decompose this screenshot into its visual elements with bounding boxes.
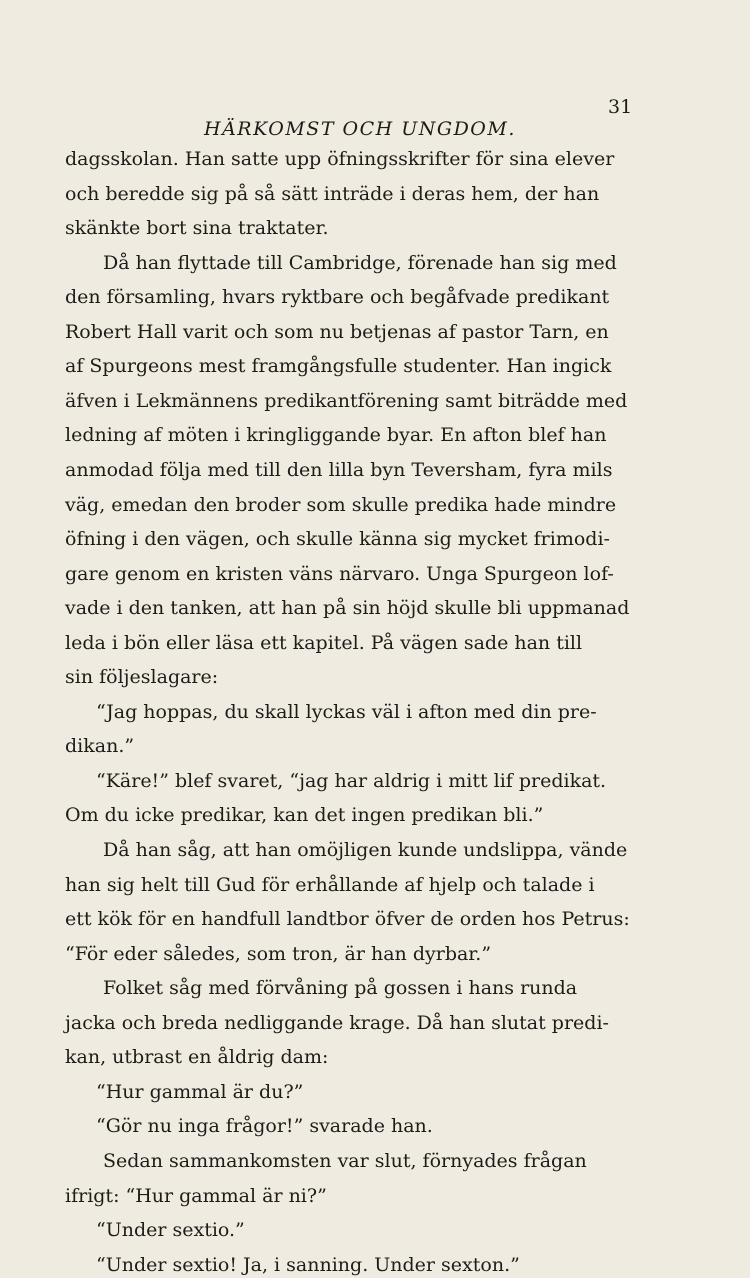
text-line: äfven i Lekmännens predikantförening samt biträdde med <box>65 390 628 412</box>
text-line: ifrigt: “Hur gammal är ni?” <box>65 1185 327 1207</box>
text-line: väg, emedan den broder som skulle predika hade mindre <box>65 494 617 516</box>
text-line: Då han såg, att han omöjligen kunde undslippa, vände <box>103 839 628 861</box>
text-line: sin följeslagare: <box>65 666 219 688</box>
text-line: och beredde sig på så sätt inträde i deras hem, der han <box>65 183 600 205</box>
text-line: Folket såg med förvåning på gossen i hans runda <box>103 977 578 999</box>
text-line: “Käre!” blef svaret, “jag har aldrig i mitt lif predikat. <box>96 770 607 792</box>
text-line: “Under sextio.” <box>96 1219 245 1241</box>
text-line: “Hur gammal är du?” <box>96 1081 304 1103</box>
text-line: af Spurgeons mest framgångsfulle studenter. Han ingick <box>65 355 612 377</box>
text-line: leda i bön eller läsa ett kapitel. På vägen sade han till <box>65 632 583 654</box>
text-line: jacka och breda nedliggande krage. Då han slutat predi- <box>65 1012 609 1034</box>
text-line: Då han flyttade till Cambridge, förenade han sig med <box>103 252 617 274</box>
text-line: öfning i den vägen, och skulle känna sig mycket frimodi- <box>65 528 610 550</box>
text-line: han sig helt till Gud för erhållande af hjelp och talade i <box>65 874 595 896</box>
text-line: “Jag hoppas, du skall lyckas väl i afton med din pre- <box>96 701 597 723</box>
running-head: HÄRKOMST OCH UNGDOM. <box>204 118 516 140</box>
text-line: den församling, hvars ryktbare och begåfvade predikant <box>65 286 610 308</box>
text-line: Robert Hall varit och som nu betjenas af pastor Tarn, en <box>65 321 609 343</box>
text-line: skänkte bort sina traktater. <box>65 217 329 239</box>
page-number: 31 <box>608 96 633 118</box>
text-line: anmodad följa med till den lilla byn Teversham, fyra mils <box>65 459 613 481</box>
text-line: vade i den tanken, att han på sin höjd skulle bli uppmanad <box>65 597 630 619</box>
text-line: Om du icke predikar, kan det ingen predikan bli.” <box>65 804 544 826</box>
text-line: “För eder således, som tron, är han dyrbar.” <box>65 943 492 965</box>
text-line: “Gör nu inga frågor!” svarade han. <box>96 1115 433 1137</box>
text-line: dikan.” <box>65 735 135 757</box>
text-line: gare genom en kristen väns närvaro. Unga Spurgeon lof- <box>65 563 614 585</box>
text-line: Sedan sammankomsten var slut, förnyades frågan <box>103 1150 587 1172</box>
text-line: dagsskolan. Han satte upp öfningsskrifter för sina elever <box>65 148 615 170</box>
text-line: ett kök för en handfull landtbor öfver de orden hos Petrus: <box>65 908 630 930</box>
text-line: ledning af möten i kringliggande byar. En afton blef han <box>65 424 607 446</box>
text-line: kan, utbrast en åldrig dam: <box>65 1046 329 1068</box>
text-line: “Under sextio! Ja, i sanning. Under sexton.” <box>96 1254 520 1276</box>
